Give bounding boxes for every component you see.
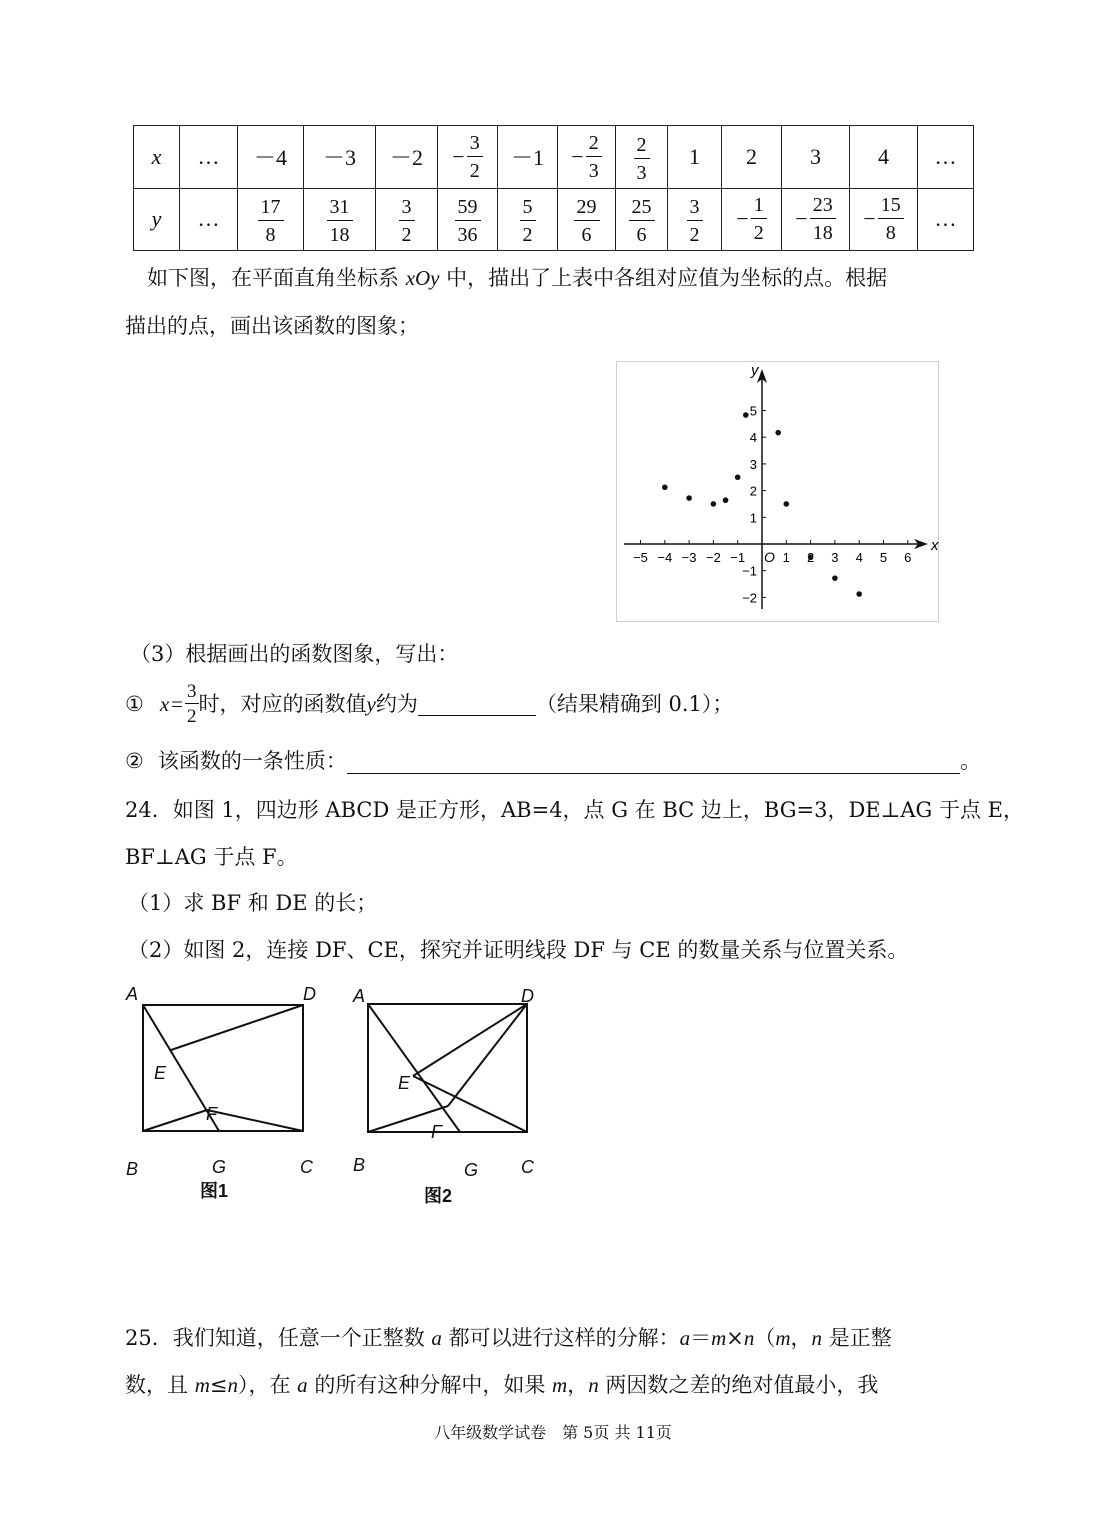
- data-point: [832, 575, 838, 581]
- data-point: [735, 474, 741, 480]
- label-g: G: [212, 1157, 227, 1177]
- x-cell: $\frac{2}{3}$: [616, 126, 668, 189]
- y-tick-label: 3: [749, 456, 757, 472]
- data-point: [711, 501, 717, 507]
- y-cell: $\frac{25}{6}$: [616, 188, 668, 251]
- answer-blank-2[interactable]: [347, 751, 960, 774]
- y-cell: $\frac{3}{2}$: [376, 188, 438, 251]
- y-tick-label: 4: [749, 430, 757, 446]
- y-cell: − $\frac{1}{2}$: [722, 188, 782, 251]
- label-c: C: [300, 1157, 313, 1177]
- y-cell: $\frac{29}{6}$: [558, 188, 616, 251]
- y-cell: − $\frac{23}{18}$: [782, 188, 850, 251]
- q25-line2: 数，且 m≤n），在 a 的所有这种分解中，如果 m，n 两因数之差的绝对值最小，我: [125, 1373, 879, 1397]
- y-cell: $\frac{59}{36}$: [438, 188, 498, 251]
- x-tick-label: −3: [681, 550, 697, 565]
- label-b: B: [126, 1159, 139, 1179]
- label-d-2: D: [521, 986, 534, 1006]
- x-cell: 2: [722, 126, 782, 189]
- x-tick-label: 6: [904, 550, 912, 565]
- data-point: [784, 501, 790, 507]
- data-point: [775, 430, 781, 436]
- y-tick-label: 5: [749, 403, 757, 419]
- q24-line2: BF⊥AG 于点 F。: [125, 845, 298, 869]
- page-footer: 八年级数学试卷 第 5页 共 11页: [434, 1423, 672, 1442]
- q24-line1: 24．如图 1，四边形 ABCD 是正方形，AB=4，点 G 在 BC 边上，BG=3，DE⊥AG 于点 E，: [125, 798, 1025, 822]
- q3-item1: ① x = $\frac{3}{2}$ 时，对应的函数值 y 约为 （结果精确到 0.1）；: [125, 681, 734, 727]
- data-point: [686, 495, 692, 501]
- figure-1: [122, 980, 332, 1205]
- square-abcd-2: [368, 1004, 527, 1132]
- coordinate-graph: [616, 361, 940, 623]
- segment-de-2: [413, 1004, 527, 1076]
- y-tick-label: 1: [749, 510, 757, 526]
- q25-line1: 25．我们知道，任意一个正整数 a 都可以进行这样的分解：a＝m×n（m，n 是正整: [125, 1326, 892, 1350]
- x-axis-label: x: [931, 537, 939, 554]
- x-cell: －2: [376, 126, 438, 189]
- label-e-2: E: [398, 1073, 411, 1093]
- label-b-2: B: [353, 1155, 366, 1175]
- label-f-2: F: [431, 1122, 442, 1142]
- y-cell: y: [134, 188, 180, 251]
- segment-bf: [143, 1110, 207, 1131]
- y-cell: − $\frac{15}{8}$: [850, 188, 918, 251]
- figure-2: [347, 980, 547, 1210]
- x-cell: …: [918, 126, 974, 189]
- graph-frame: [617, 362, 939, 622]
- x-tick-label: −1: [730, 550, 746, 565]
- y-tick-label: −1: [742, 563, 757, 579]
- x-tick-label: −4: [657, 550, 673, 565]
- y-cell: $\frac{3}{2}$: [668, 188, 722, 251]
- value-table: [133, 125, 974, 251]
- x-tick-label: 4: [855, 550, 863, 565]
- x-cell: − $\frac{3}{2}$: [438, 126, 498, 189]
- graph-intro-line2: 描出的点，画出该函数的图象；: [125, 314, 419, 338]
- label-e: E: [154, 1063, 167, 1083]
- q3-item2: ② 该函数的一条性质： 。: [125, 749, 981, 773]
- y-cell: $\frac{5}{2}$: [498, 188, 558, 251]
- segment-fc: [207, 1110, 303, 1131]
- label-a: A: [126, 984, 139, 1004]
- data-point: [808, 555, 814, 561]
- y-tick-label: 2: [749, 483, 757, 499]
- x-tick-label: 5: [879, 550, 888, 565]
- data-point: [662, 484, 668, 490]
- x-tick-label: 1: [782, 550, 790, 565]
- x-cell: 1: [668, 126, 722, 189]
- segment-df-2: [448, 1004, 527, 1106]
- label-d: D: [303, 984, 316, 1004]
- y-cell: …: [918, 188, 974, 251]
- x-cell: －3: [304, 126, 376, 189]
- table-row-y: [134, 188, 974, 251]
- figure-1-caption: 图1: [200, 1181, 229, 1201]
- table-row-x: [134, 126, 974, 189]
- x-tick-label: 3: [831, 550, 839, 565]
- answer-blank-1[interactable]: [418, 693, 536, 716]
- y-cell: $\frac{31}{18}$: [304, 188, 376, 251]
- x-cell: − $\frac{2}{3}$: [558, 126, 616, 189]
- figure-2-caption: 图2: [424, 1186, 453, 1206]
- data-point: [856, 591, 862, 597]
- x-cell: －1: [498, 126, 558, 189]
- y-cell: $\frac{17}{8}$: [238, 188, 304, 251]
- data-point: [723, 497, 729, 503]
- x-tick-label: −2: [705, 550, 721, 565]
- square-abcd: [143, 1005, 303, 1131]
- label-g-2: G: [464, 1160, 479, 1180]
- origin-label: O: [764, 549, 775, 565]
- y-tick-label: −2: [742, 590, 757, 606]
- label-c-2: C: [521, 1157, 534, 1177]
- x-cell: x: [134, 126, 180, 189]
- x-cell: －4: [238, 126, 304, 189]
- x-cell: 3: [782, 126, 850, 189]
- data-point: [743, 412, 749, 418]
- label-a-2: A: [353, 986, 366, 1006]
- graph-intro-line1: 如下图，在平面直角坐标系 xOy 中，描出了上表中各组对应值为坐标的点。根据: [147, 266, 888, 290]
- x-tick-label: −5: [633, 550, 648, 565]
- q3-heading: （3）根据画出的函数图象，写出：: [130, 642, 459, 666]
- segment-de: [171, 1005, 303, 1050]
- y-cell: …: [180, 188, 238, 251]
- x-cell: …: [180, 126, 238, 189]
- x-cell: 4: [850, 126, 918, 189]
- fraction-three-halves: $\frac{3}{2}$: [187, 681, 197, 727]
- label-f: F: [206, 1104, 217, 1124]
- q24-sub1: （1）求 BF 和 DE 的长；: [128, 891, 378, 915]
- y-axis-label: y: [751, 362, 759, 379]
- q24-sub2: （2）如图 2，连接 DF、CE，探究并证明线段 DF 与 CE 的数量关系与位置关系。: [128, 938, 909, 962]
- segment-ag-2: [368, 1004, 460, 1132]
